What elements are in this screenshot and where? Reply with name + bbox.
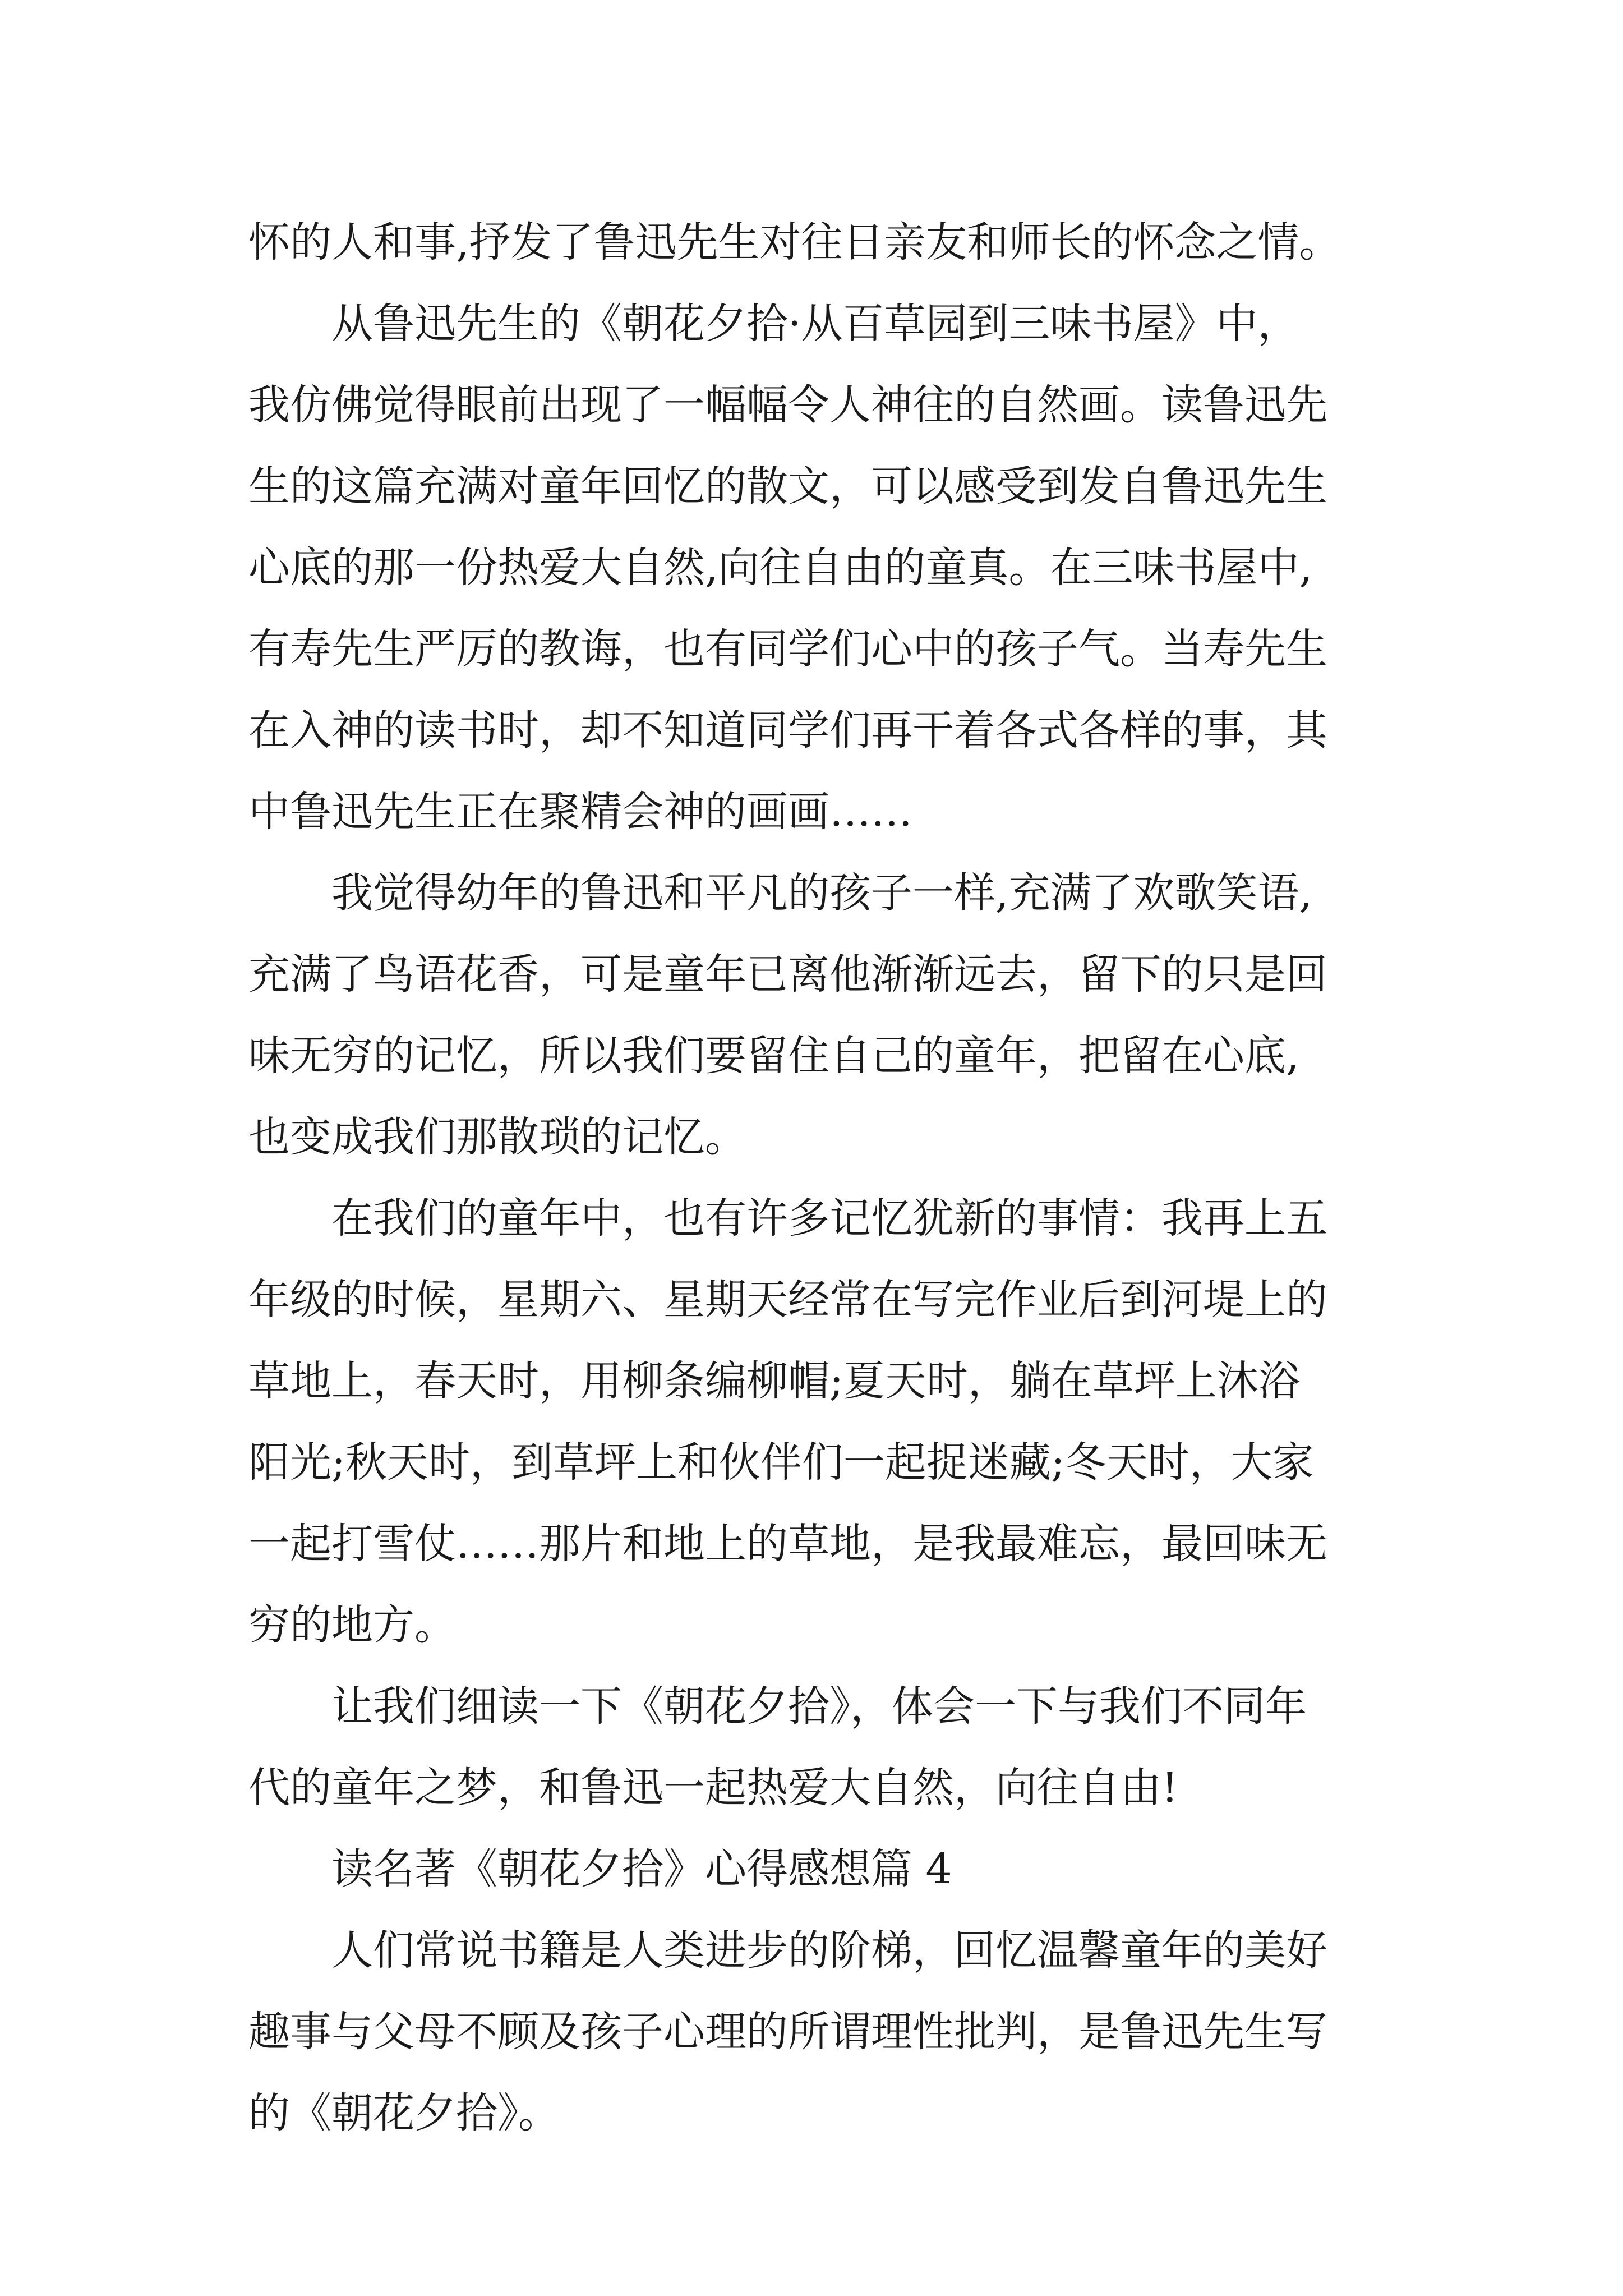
heading-text: 读名著《朝花夕拾》心得感想篇 4 bbox=[331, 1845, 952, 1893]
text-line: 年级的时候，星期六、星期天经常在写完作业后到河堤上的 bbox=[248, 1276, 1327, 1324]
text-line: 趣事与父母不顾及孩子心理的所谓理性批判，是鲁迅先生写 bbox=[248, 2008, 1327, 2056]
body-text bbox=[248, 202, 1449, 2154]
text-line: 让我们细读一下《朝花夕拾》，体会一下与我们不同年 bbox=[331, 1682, 1307, 1731]
text-line: 充满了鸟语花香，可是童年已离他渐渐远去，留下的只是回 bbox=[248, 950, 1327, 999]
paragraph-1 bbox=[248, 202, 1449, 283]
text-line: 有寿先生严厉的教诲，也有同学们心中的孩子气。当寿先生 bbox=[248, 625, 1327, 673]
text-line: 草地上，春天时，用柳条编柳帽;夏天时，躺在草坪上沐浴 bbox=[248, 1357, 1300, 1405]
text-line: 在我们的童年中，也有许多记忆犹新的事情：我再上五 bbox=[331, 1194, 1327, 1243]
text-line: 味无穷的记忆，所以我们要留住自己的童年，把留在心底, bbox=[248, 1032, 1299, 1080]
text-line: 我觉得幼年的鲁迅和平凡的孩子一样,充满了欢歌笑语, bbox=[331, 869, 1313, 917]
text-line: 生的这篇充满对童年回忆的散文，可以感受到发自鲁迅先生 bbox=[248, 462, 1327, 510]
text-line: 中鲁迅先生正在聚精会神的画画…… bbox=[248, 788, 912, 836]
paragraph-4 bbox=[248, 1178, 1449, 1666]
text-line: 代的童年之梦，和鲁迅一起热爱大自然，向往自由! bbox=[248, 1764, 1178, 1812]
section-heading bbox=[248, 1829, 1449, 1910]
text-line: 阳光;秋天时，到草坪上和伙伴们一起捉迷藏;冬天时，大家 bbox=[248, 1438, 1314, 1487]
text-line: 从鲁迅先生的《朝花夕拾·从百草园到三味书屋》中， bbox=[331, 300, 1299, 348]
paragraph-3 bbox=[248, 853, 1449, 1178]
paragraph-2 bbox=[248, 283, 1449, 853]
text-line: 在入神的读书时，却不知道同学们再干着各式各样的事，其 bbox=[248, 706, 1327, 754]
text-line: 我仿佛觉得眼前出现了一幅幅令人神往的自然画。读鲁迅先 bbox=[248, 381, 1327, 429]
text-line: 的《朝花夕拾》。 bbox=[248, 2089, 560, 2137]
paragraph-5 bbox=[248, 1666, 1449, 1829]
text-line: 怀的人和事,抒发了鲁迅先生对往日亲友和师长的怀念之情。 bbox=[248, 218, 1341, 266]
text-line: 也变成我们那散琐的记忆。 bbox=[248, 1113, 746, 1161]
text-line: 一起打雪仗……那片和地上的草地，是我最难忘，最回味无 bbox=[248, 1520, 1327, 1568]
text-line: 心底的那一份热爱大自然,向往自由的童真。在三味书屋中, bbox=[248, 544, 1313, 592]
paragraph-7 bbox=[248, 1910, 1449, 2154]
text-line: 人们常说书籍是人类进步的阶梯，回忆温馨童年的美好 bbox=[331, 1926, 1327, 1975]
text-line: 穷的地方。 bbox=[248, 1601, 456, 1649]
